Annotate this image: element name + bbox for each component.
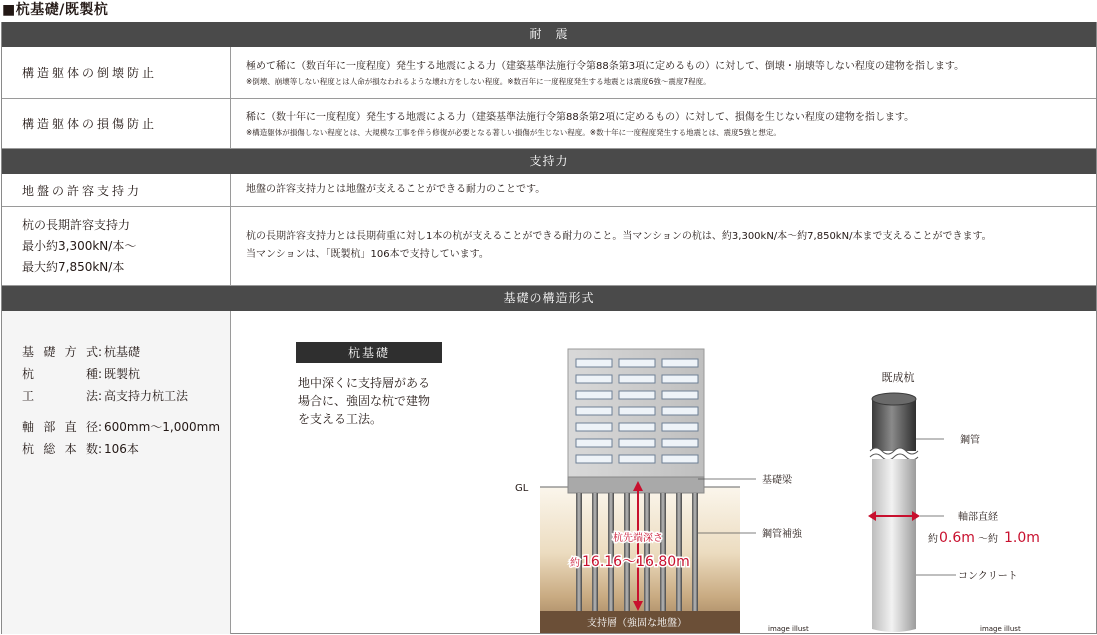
- table-row: [2, 207, 1096, 286]
- spec-item: 基 礎 方 式: 杭基礎: [22, 341, 230, 363]
- image-note: image illust: [980, 625, 1021, 633]
- method-desc-line: を支える工法。: [298, 412, 383, 426]
- steel-callout: 鋼管: [960, 435, 980, 446]
- section-header-bearing: 支持力: [2, 149, 1096, 174]
- method-desc-line: 地中深くに支持層がある: [298, 376, 431, 390]
- spec-item: 軸 部 直 径: 600mm〜1,000mm: [22, 416, 230, 438]
- row-content: [232, 174, 1096, 206]
- section-header-seismic: 耐 震: [2, 22, 1096, 47]
- beam-callout: 基礎梁: [762, 475, 792, 486]
- row-content: [232, 207, 1096, 285]
- row-text: 地盤の許容支持力とは地盤が支えることができる耐力のことです。: [246, 184, 546, 195]
- foundation-illustration-area: [232, 311, 1096, 634]
- concrete-core: [872, 459, 916, 629]
- row-label-line: 最大約7,850kN/本: [22, 259, 125, 274]
- row-label-line: 最小約3,300kN/本〜: [22, 238, 137, 253]
- spec-item: 工 法: 高支持力杭工法: [22, 385, 230, 407]
- row-label: 地盤の許容支持力: [2, 174, 231, 206]
- method-desc-line: 場合に、強固な杭で建物: [298, 394, 431, 408]
- row-label: [2, 207, 231, 285]
- method-badge-label: 杭基礎: [347, 346, 391, 360]
- diameter-callout: 軸部直経: [958, 512, 998, 523]
- diameter-value-1: 0.6m: [939, 530, 975, 546]
- diameter-value-2: 1.0m: [1004, 530, 1040, 546]
- table-row: [2, 47, 1096, 99]
- concrete-callout: コンクリート: [958, 571, 1018, 582]
- depth-label: 杭先端深さ: [613, 533, 663, 544]
- bearing-layer-label: 支持層（強固な地盤）: [587, 618, 687, 629]
- reinforce-callout: 鋼管補強: [762, 529, 802, 540]
- steel-pipe: [872, 399, 916, 451]
- row-note: ※倒壊、崩壊等しない程度とは人命が損なわれるような壊れ方をしない程度。※数百年に一度程度発生する地震とは震度6強〜震度7程度。: [246, 76, 711, 86]
- row-text: 杭の長期許容支持力とは長期荷重に対し1本の杭が支えることができる耐力のこと。当マンションの杭は、約3,300kN/本〜約7,850kN/本まで支えることができます。: [246, 231, 992, 242]
- depth-value: 16.16〜16.80m: [582, 554, 690, 570]
- gl-label: GL: [515, 483, 529, 494]
- spec-value: 106本: [104, 442, 139, 456]
- table-row: [2, 174, 1096, 207]
- spec-item: 杭 種: 既製杭: [22, 363, 230, 385]
- spec-table: [1, 22, 1097, 634]
- page-title: ■杭基礎/既製杭: [2, 2, 109, 18]
- spec-item: 杭 総 本 数: 106本: [22, 438, 230, 460]
- row-text: 稀に（数十年に一度程度）発生する地震による力（建築基準法施行令第88条第2項に定めるもの）に対して、損傷を生じない程度の建物を指します。: [246, 111, 915, 123]
- row-content: [232, 47, 1096, 98]
- diameter-sep: 〜約: [978, 534, 998, 545]
- diameter-prefix-1: 約: [928, 534, 938, 545]
- row-text: 当マンションは、「既製杭」106本で支持しています。: [246, 249, 489, 260]
- row-label-line: 杭の長期許容支持力: [22, 217, 131, 232]
- row-label: 構造躯体の損傷防止: [2, 99, 231, 148]
- building-windows: [576, 359, 698, 463]
- spec-value: 杭基礎: [104, 345, 141, 359]
- table-row: [2, 99, 1096, 149]
- section-header-foundation: 基礎の構造形式: [2, 286, 1096, 311]
- pile-title: 既成杭: [881, 371, 915, 384]
- foundation-illustration: [232, 311, 1097, 634]
- table-row: [2, 311, 1096, 634]
- row-text: 極めて稀に（数百年に一度程度）発生する地震による力（建築基準法施行令第88条第3項に定めるもの）に対して、倒壊・崩壊等しない程度の建物を指します。: [246, 60, 965, 72]
- row-content: [232, 99, 1096, 148]
- image-note: image illust: [768, 625, 809, 633]
- spec-value: 既製杭: [104, 367, 141, 381]
- row-label: 構造躯体の倒壊防止: [2, 47, 231, 98]
- row-note: ※構造躯体が損傷しない程度とは、大規模な工事を伴う修復が必要となる著しい損傷が生じない程度。※数十年に一度程度発生する地震とは、震度5強と想定。: [246, 127, 781, 137]
- foundation-specs: [2, 311, 231, 634]
- spec-value: 600mm〜1,000mm: [104, 420, 221, 434]
- depth-prefix: 約: [570, 558, 580, 569]
- spec-value: 高支持力杭工法: [104, 389, 189, 403]
